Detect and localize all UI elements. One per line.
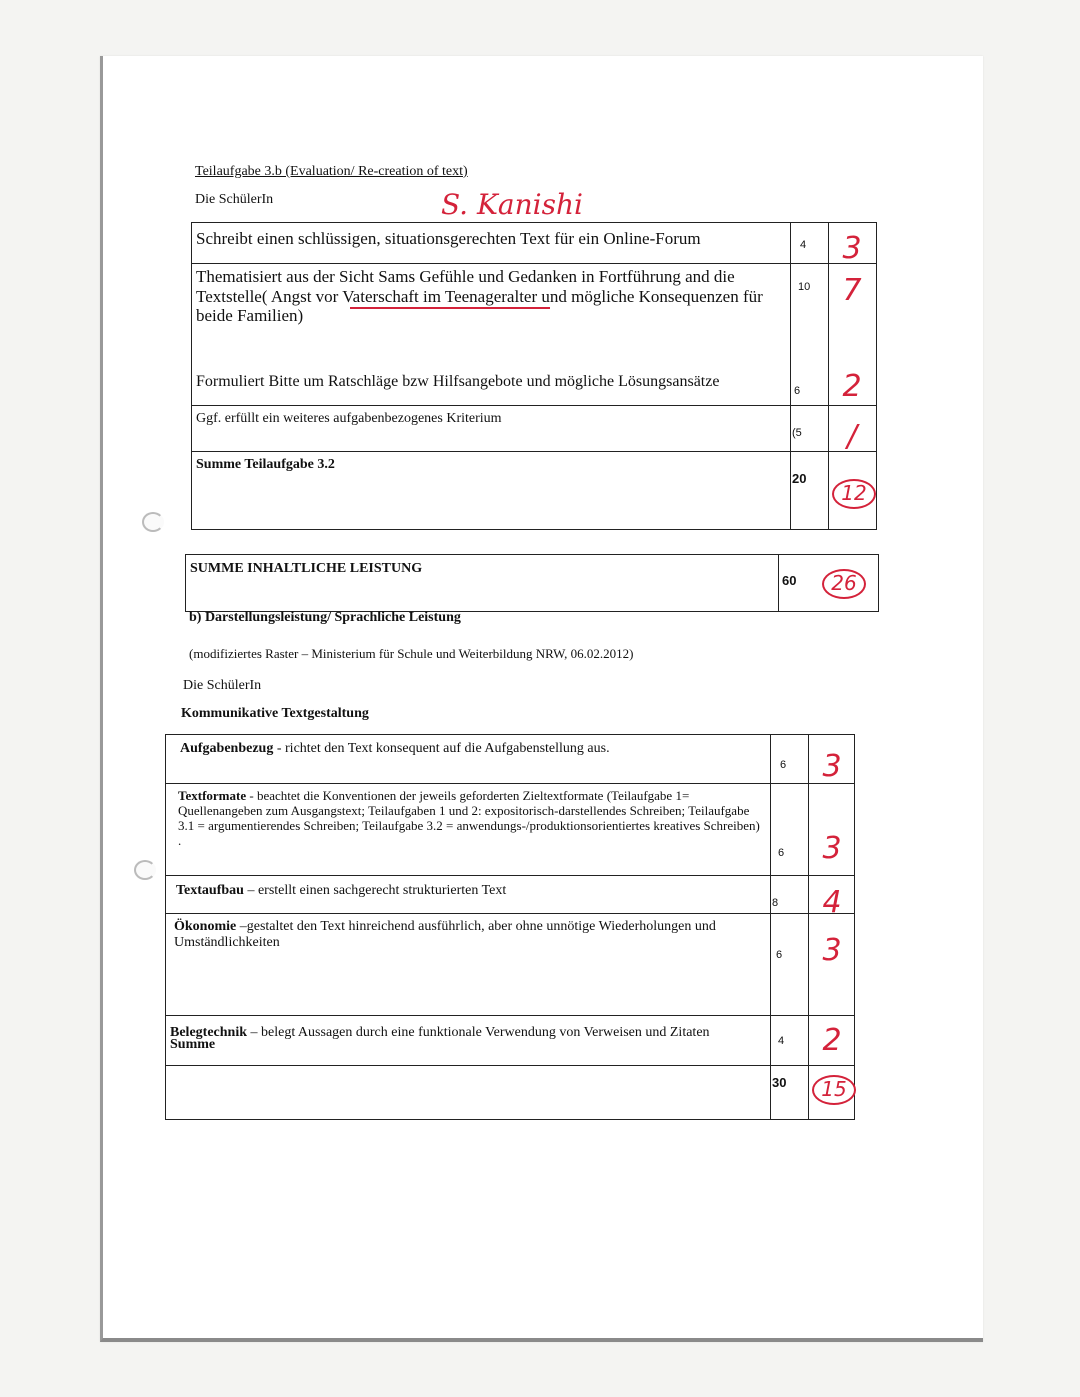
max-points: 30 [772, 1075, 787, 1090]
awarded-points: 12 [832, 479, 876, 509]
paper-sheet [100, 56, 983, 1342]
content-sum-label: SUMME INHALTLICHE LEISTUNG [190, 561, 423, 576]
total-label: Summe [170, 1037, 216, 1052]
section-b-subheading: Kommunikative Textgestaltung [181, 706, 369, 721]
criterion-term: Ökonomie [174, 919, 237, 934]
binder-clip-icon [142, 512, 164, 532]
awarded-points: 7 [842, 273, 862, 308]
max-points: 4 [778, 1035, 785, 1047]
criterion-term: Textformate [178, 788, 247, 803]
subtotal-label: Summe Teilaufgabe 3.2 [196, 457, 335, 472]
awarded-points: 2 [842, 369, 862, 404]
row-divider [192, 451, 876, 452]
awarded-points: 3 [822, 831, 842, 866]
criterion-text: Thematisiert aus der Sicht Sams Gefühle und Gedanken in Fortführung and die Textstelle( Angst vor Vaterschaft im Teenageralter und mögliche Konsequenzen für beide Familien) [196, 267, 763, 326]
awarded-points: 26 [822, 569, 866, 599]
presentation-table [165, 734, 855, 1120]
content-table [191, 222, 877, 530]
max-points: 8 [772, 897, 779, 909]
section-b-heading: b) Darstellungsleistung/ Sprachliche Leistung [189, 610, 461, 625]
max-points: (5 [792, 427, 802, 439]
criterion-text [176, 883, 762, 899]
criterion-term: Aufgabenbezug [180, 741, 274, 756]
awarded-points: 3 [842, 231, 862, 266]
criterion-description: - richtet den Text konsequent auf die Aufgabenstellung aus. [273, 741, 610, 756]
awarded-points: 15 [812, 1075, 856, 1105]
criterion-text: Schreibt einen schlüssigen, situationsgerechten Text für ein Online-Forum [196, 229, 701, 248]
section-b-source: (modifiziertes Raster – Ministerium für Schule und Weiterbildung NRW, 06.02.2012) [189, 646, 634, 661]
binder-clip-icon [134, 860, 156, 880]
criterion-description: - beachtet die Konventionen der jeweils geforderten Zieltextformate (Teilaufgabe 1= Quellenangeben zum Ausgangstext; Teilaufgaben 1 und 2: expositorisch-darstellendes Schreiben; Teilaufgabe 3.1 = argumentierendes Schreiben; Teilaufgabe 3.2 = anwendungs-/produktionsorientiertes kreatives Schreiben) . [178, 788, 760, 848]
awarded-points: / [846, 419, 858, 454]
score-column-divider [828, 223, 829, 529]
task-heading: Teilaufgabe 3.b (Evaluation/ Re-creation of text) [195, 164, 468, 179]
max-column-divider [778, 555, 779, 611]
awarded-points: 2 [822, 1023, 842, 1058]
criterion-text [178, 789, 764, 849]
criterion-term: Textaufbau [176, 883, 244, 898]
criterion-text [174, 919, 760, 951]
row-divider [166, 1015, 854, 1016]
row-divider [192, 405, 876, 406]
row-divider [192, 263, 876, 264]
student-label: Die SchülerIn [183, 678, 262, 693]
student-label: Die SchülerIn [195, 192, 274, 207]
criterion-description: –gestaltet den Text hinreichend ausführlich, aber ohne unnötige Wiederholungen und Umständlichkeiten [174, 919, 716, 951]
awarded-points: 3 [822, 933, 842, 968]
awarded-points: 4 [822, 885, 842, 920]
max-points: 4 [800, 239, 807, 251]
max-points: 6 [794, 385, 801, 397]
row-divider [166, 913, 854, 914]
teacher-signature: S. Kanishi [441, 188, 583, 221]
max-points: 6 [780, 759, 787, 771]
row-divider [166, 875, 854, 876]
criterion-text: Ggf. erfüllt ein weiteres aufgabenbezogenes Kriterium [196, 411, 502, 426]
max-points: 6 [776, 949, 783, 961]
red-underline-mark [350, 307, 550, 309]
max-column-divider [770, 735, 771, 1119]
row-divider [166, 1065, 854, 1066]
score-column-divider [808, 735, 809, 1119]
criterion-text [180, 741, 766, 757]
max-points: 6 [778, 847, 785, 859]
max-column-divider [790, 223, 791, 529]
content-sum-box [185, 554, 879, 612]
max-points: 60 [782, 573, 797, 588]
awarded-points: 3 [822, 749, 842, 784]
row-divider [166, 783, 854, 784]
criterion-text: Formuliert Bitte um Ratschläge bzw Hilfsangebote und mögliche Lösungsansätze [196, 373, 720, 390]
criterion-term: Belegtechnik [170, 1025, 247, 1040]
max-points: 20 [792, 471, 807, 486]
criterion-description: – belegt Aussagen durch eine funktionale Verwendung von Verweisen und Zitaten [247, 1025, 710, 1040]
max-points: 10 [798, 281, 811, 293]
criterion-description: – erstellt einen sachgerecht strukturierten Text [243, 883, 507, 898]
